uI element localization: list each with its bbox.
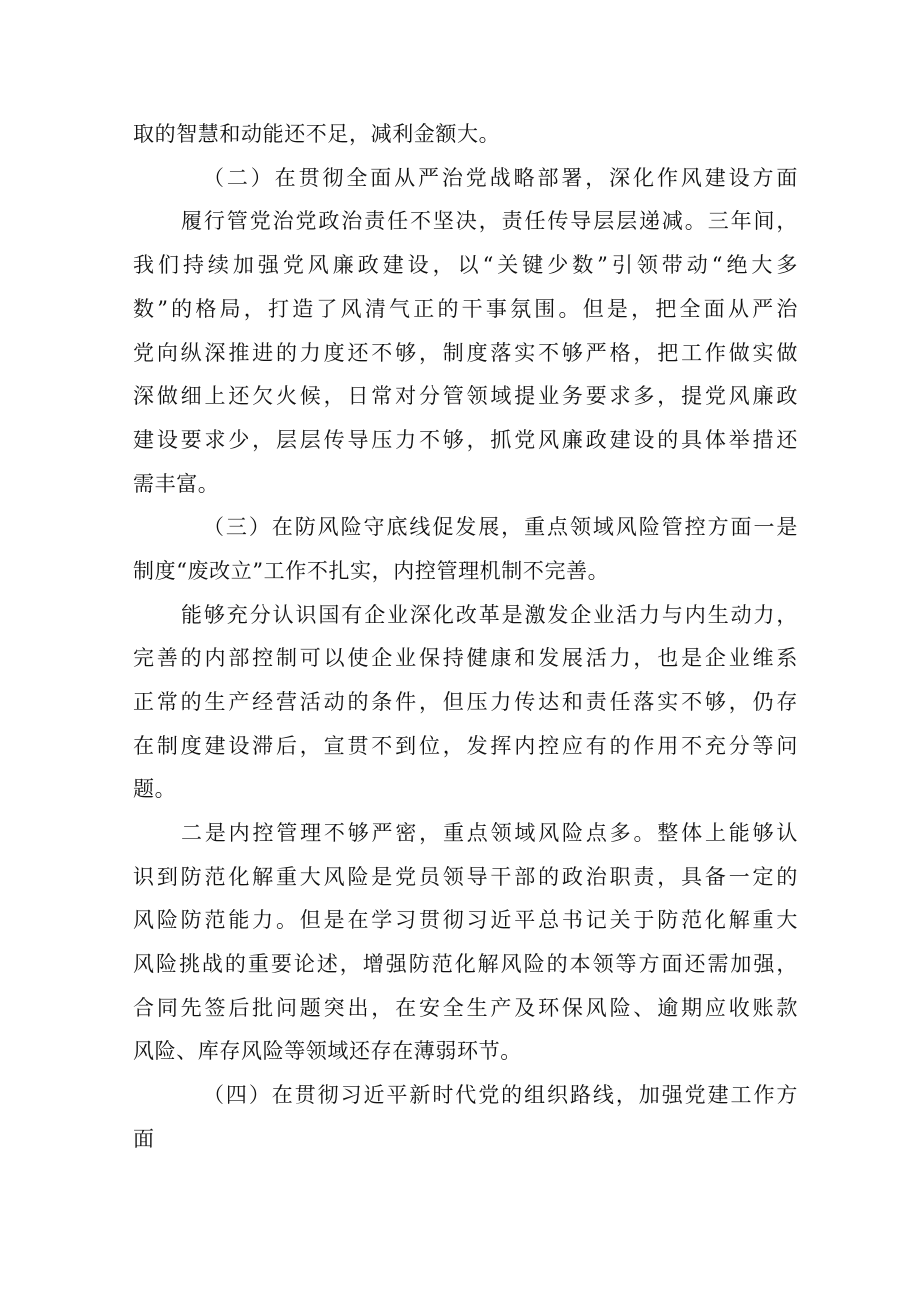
section-heading: （四）在贯彻习近平新时代党的组织路线，加强党建工作方 bbox=[203, 1083, 798, 1107]
paragraph-line: 党向纵深推进的力度还不够，制度落实不够严格，把工作做实做 bbox=[133, 341, 798, 365]
paragraph-line: 我们持续加强党风廉政建设，以“关键少数”引领带动“绝大多 bbox=[133, 253, 798, 277]
paragraph-line: 制度“废改立”工作不扎实，内控管理机制不完善。 bbox=[133, 559, 610, 583]
paragraph-line: 取的智慧和动能还不足，减利金额大。 bbox=[133, 122, 501, 146]
paragraph-line: 合同先签后批问题突出，在安全生产及环保风险、逾期应收账款 bbox=[133, 996, 798, 1020]
paragraph-line: 正常的生产经营活动的条件，但压力传达和责任落实不够，仍存 bbox=[133, 690, 798, 714]
paragraph-line: 二是内控管理不够严密，重点领域风险点多。整体上能够认 bbox=[181, 821, 798, 845]
paragraph-line: 建设要求少，层层传导压力不够，抓党风廉政建设的具体举措还 bbox=[133, 428, 798, 452]
paragraph-line: 完善的内部控制可以使企业保持健康和发展活力，也是企业维系 bbox=[133, 646, 798, 670]
paragraph-line: 能够充分认识国有企业深化改革是激发企业活力与内生动力， bbox=[181, 603, 798, 627]
paragraph-line: 风险挑战的重要论述，增强防范化解风险的本领等方面还需加强， bbox=[133, 952, 798, 976]
paragraph-line: 深做细上还欠火候，日常对分管领域提业务要求多，提党风廉政 bbox=[133, 384, 798, 408]
paragraph-line: 风险防范能力。但是在学习贯彻习近平总书记关于防范化解重大 bbox=[133, 908, 798, 932]
paragraph-line: 风险、库存风险等领域还存在薄弱环节。 bbox=[133, 1039, 522, 1063]
paragraph-line: 在制度建设滞后，宣贯不到位，发挥内控应有的作用不充分等问 bbox=[133, 734, 798, 758]
section-heading: （二）在贯彻全面从严治党战略部署，深化作风建设方面 bbox=[203, 166, 798, 190]
paragraph-line: 履行管党治党政治责任不坚决，责任传导层层递减。三年间， bbox=[181, 209, 798, 233]
paragraph-line: 面 bbox=[133, 1127, 155, 1151]
paragraph-line: 题。 bbox=[133, 777, 177, 801]
section-heading: （三）在防风险守底线促发展，重点领域风险管控方面一是 bbox=[203, 515, 798, 539]
paragraph-line: 识到防范化解重大风险是党员领导干部的政治职责，具备一定的 bbox=[133, 865, 798, 889]
paragraph-line: 需丰富。 bbox=[133, 472, 220, 496]
paragraph-line: 数”的格局，打造了风清气正的干事氛围。但是，把全面从严治 bbox=[133, 297, 798, 321]
